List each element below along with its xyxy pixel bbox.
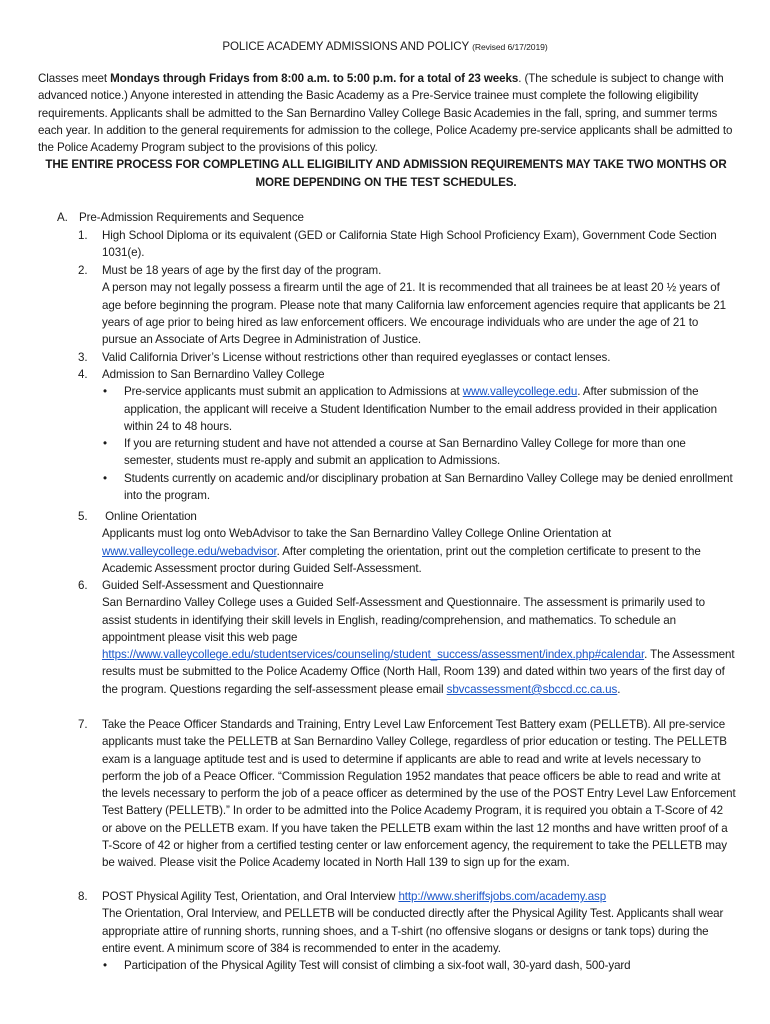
requirement-6: 6. Guided Self-Assessment and Questionnaire San Bernardino Valley College uses a Guided Self-Assessment and Questionnaire. The assessment is primarily used to assist students in identifying their skill levels in English, reading/comprehension, and mathematics. To schedule an appointment please visit this web page https://www.valleycollege.edu/studentservices/counseling/student_success/assessment/index.php#calendar. The Assessment results must be submitted to the Police Academy Office (North Hall, Room 139) and dated within two years of the first day of the program. Questions regarding the self-assessment please email sbvcassessment@sbccd.cc.ca.us. [78, 579, 735, 696]
requirement-2: 2. Must be 18 years of age by the first day of the program. A person may not legally possess a firearm until the age of 21. It is recommended that all trainees be at least 20 ½ years of age before beginning the program. Please note that many California law enforcement agencies require that applicants be 21 years of age prior to being hired as law enforcement officers. We encourage individuals who are under the age of 21 to pursue an Associate of Arts Degree in Administration of Justice. [78, 264, 727, 347]
list-item: • Participation of the Physical Agility Test will consist of climbing a six-foot wall, 30-yard dash, 500-yard [78, 957, 736, 974]
requirement-4: 4. Admission to San Bernardino Valley College • Pre-service applicants must submit an application to Admissions at www.valleycollege.edu. After submission of the application, the applicant will receive a Student Identification Number to the email address provided in their application within 24 to 48 hours. • If you are returning student and have not attended a course at San Bernardino Valley College for more than one semester, students must re-apply and submit an application to Admissions. • Students currently on academic and/or disciplinary probation at San Bernardino Valley College may be denied enrollment into the program. [78, 366, 736, 504]
requirement-5: 5. Online Orientation Applicants must log onto WebAdvisor to take the San Bernardino Valley College Online Orientation at www.valleycollege.edu/webadvisor. After completing the orientation, print out the completion certificate to present to the Academic Assessment proctor during Guided Self-Assessment. [78, 510, 701, 575]
webadvisor-link[interactable]: www.valleycollege.edu/webadvisor [102, 544, 277, 558]
revised-date: (Revised 6/17/2019) [472, 42, 548, 52]
assessment-email-link[interactable]: sbvcassessment@sbccd.cc.ca.us [446, 682, 618, 696]
sheriffsjobs-link[interactable]: http://www.sheriffsjobs.com/academy.asp [398, 890, 607, 903]
schedule-bold: Mondays through Fridays from 8:00 a.m. to 5:00 p.m. for a total of 23 weeks [110, 72, 519, 85]
intro-section [38, 70, 734, 191]
process-notice: THE ENTIRE PROCESS FOR COMPLETING ALL ELIGIBILITY AND ADMISSION REQUIREMENTS MAY TAKE TWO MONTHS OR MORE DEPENDING ON THE TEST SCHEDULES. [45, 158, 727, 189]
title-main: POLICE ACADEMY ADMISSIONS AND POLICY [222, 40, 469, 53]
valleycollege-link[interactable]: www.valleycollege.edu [462, 385, 578, 399]
requirement-1: 1. High School Diploma or its equivalent (GED or California State High School Proficiency Exam), Government Code Section 1031(e). [78, 229, 717, 260]
list-item: • Pre-service applicants must submit an application to Admissions at www.valleycollege.edu. After submission of the application, the applicant will receive a Student Identification Number to the email address provided in their application within 24 to 48 hours. [78, 383, 736, 435]
section-a-heading: A. Pre-Admission Requirements and Sequence [57, 211, 304, 224]
requirement-3: 3. Valid California Driver’s License without restrictions other than required eyeglasses or contact lenses. [78, 351, 611, 364]
intro-paragraph: Classes meet Mondays through Fridays from 8:00 a.m. to 5:00 p.m. for a total of 23 weeks. (The schedule is subject to change with advanced notice.) Anyone interested in attending the Basic Academy as a Pre-Service trainee must complete the following eligibility requirements. Applicants shall be admitted to the San Bernardino Valley College Basic Academies in the fall, spring, and summer terms each year. In addition to the general requirements for admission to the college, Police Academy pre-service applicants shall be admitted to the Police Academy Program subject to the provisions of this policy. [38, 72, 733, 155]
assessment-calendar-link[interactable]: https://www.valleycollege.edu/studentservices/counseling/student_success/assessment/index.php#calendar [102, 648, 645, 662]
page-title [0, 38, 770, 56]
list-item: • Students currently on academic and/or disciplinary probation at San Bernardino Valley College may be denied enrollment into the program. [78, 470, 736, 505]
list-item: • If you are returning student and have not attended a course at San Bernardino Valley College for more than one semester, students must re-apply and submit an application to Admissions. [78, 435, 736, 470]
requirement-8: 8. POST Physical Agility Test, Orientation, and Oral Interview http://www.sheriffsjobs.com/academy.asp The Orientation, Oral Interview, and PELLETB will be conducted directly after the Physical Agility Test. Applicants shall wear appropriate attire of running shorts, running shoes, and a T-shirt (no offensive slogans or designs or tank tops) during the entire event. A minimum score of 384 is recommended to enter in the academy. • Participation of the Physical Agility Test will consist of climbing a six-foot wall, 30-yard dash, 500-yard [78, 888, 736, 974]
requirement-7: 7. Take the Peace Officer Standards and Training, Entry Level Law Enforcement Test Battery exam (PELLETB). All pre-service applicants must take the PELLETB at San Bernardino Valley College, regardless of prior education or testing. The PELLETB exam is a language aptitude test and is used to determine if applicants are able to read and write at levels necessary to perform the job of a Peace Officer. “Commission Regulation 1952 mandates that peace officers be able to read and write at the levels necessary to perform the job of a peace officer as determined by the use of the POST Entry Level Law Enforcement Test Battery (PELLETB).” In order to be admitted into the Police Academy Program, it is required you obtain a T-Score of 42 or above on the PELLETB exam. If you have taken the PELLETB exam within the last 12 months and have written proof of a T-Score of 42 or higher from a certified testing center or law enforcement agency, the requirement to take the PELLETB may be waived. Please visit the Police Academy located in North Hall 139 to sign up for the exam. [78, 718, 736, 870]
